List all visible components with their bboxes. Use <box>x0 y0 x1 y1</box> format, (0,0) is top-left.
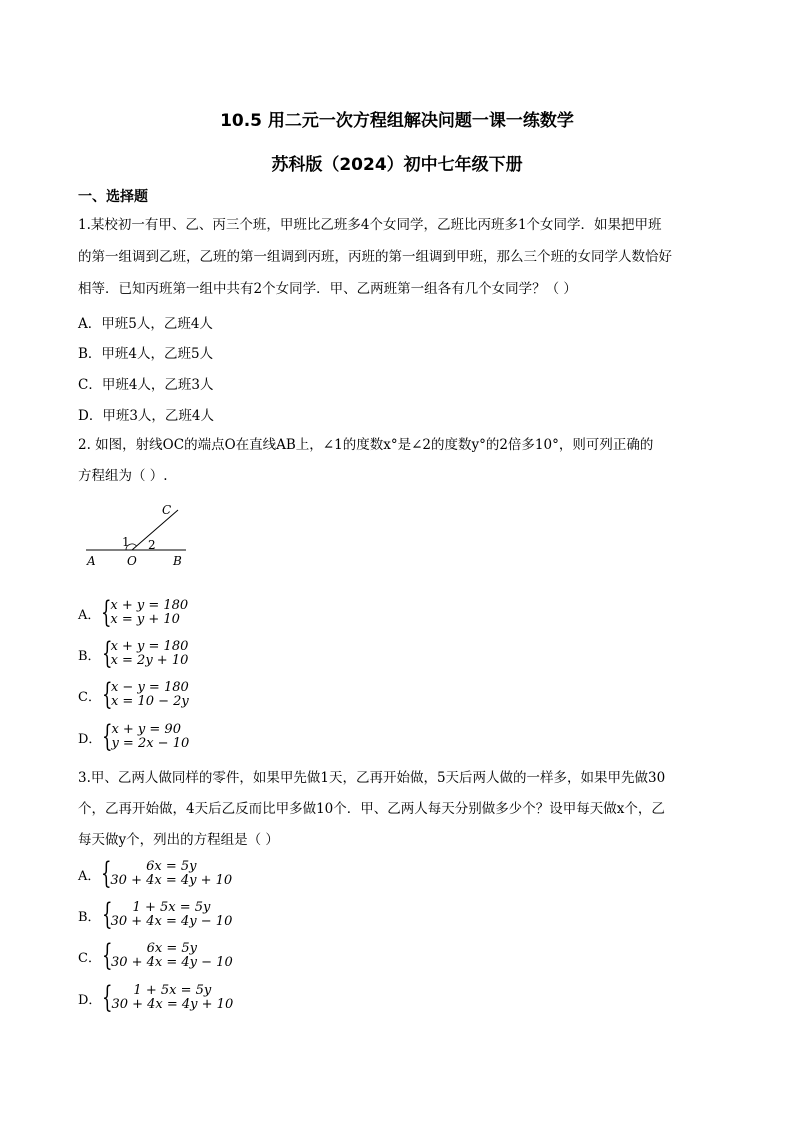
equation-system <box>111 942 233 970</box>
label-o: O <box>127 554 137 568</box>
brace-icon: { <box>102 719 113 754</box>
equation-1: 1 + 5x = 5y <box>133 983 212 998</box>
q3-option-c <box>78 938 233 973</box>
label-c: C <box>162 503 172 517</box>
option-label: D． <box>78 992 102 1008</box>
q1-option-d: D．甲班3人，乙班4人 <box>78 408 215 424</box>
q2-line-1: 2. 如图，射线OC的端点O在直线AB上，∠1的度数x°是∠2的度数y°的2倍多10°，则可列正确的 <box>78 437 654 453</box>
equation-system <box>111 681 189 709</box>
angle-figure <box>84 502 194 570</box>
brace-icon: { <box>101 938 113 973</box>
option-label: A． <box>78 607 101 623</box>
equation-1: 1 + 5x = 5y <box>132 900 211 915</box>
q1-line-3: 相等．已知丙班第一组中共有2个女同学．甲、乙两班第一组各有几个女同学？（ ） <box>78 281 577 297</box>
q3-option-a <box>78 856 233 891</box>
equation-system <box>110 599 188 627</box>
q3-line-2: 个，乙再开始做，4天后乙反而比甲多做10个．甲、乙两人每天分别做多少个？设甲每天做x个，乙 <box>78 801 665 817</box>
option-label: C． <box>78 950 101 966</box>
brace-icon: { <box>101 636 113 671</box>
equation-2: x = y + 10 <box>110 612 180 627</box>
label-1: 1 <box>122 535 130 549</box>
q2-option-a <box>78 595 189 630</box>
brace-icon: { <box>101 856 112 891</box>
equation-system <box>111 984 233 1012</box>
brace-icon: { <box>101 897 113 932</box>
q3-line-3: 每天做y个，列出的方程组是（ ） <box>78 832 279 848</box>
q1-option-c: C．甲班4人，乙班3人 <box>78 377 214 393</box>
brace-icon: { <box>101 677 113 712</box>
equation-system <box>110 860 232 888</box>
q3-line-1: 3.甲、乙两人做同样的零件，如果甲先做1天，乙再开始做，5天后两人做的一样多，如果甲先做30 <box>78 770 666 786</box>
q1-option-a: A．甲班5人，乙班4人 <box>78 316 213 332</box>
label-2: 2 <box>148 538 156 552</box>
equation-system <box>111 723 189 751</box>
q3-option-b <box>78 897 233 932</box>
document-title-line1: 10.5 用二元一次方程组解决问题一课一练数学 <box>220 111 574 131</box>
equation-1: 6x = 5y <box>146 859 197 874</box>
label-a: A <box>87 554 96 568</box>
equation-1: x + y = 90 <box>111 722 181 737</box>
equation-system <box>111 901 233 929</box>
equation-1: x + y = 180 <box>110 639 189 654</box>
equation-2: 30 + 4x = 4y − 10 <box>110 955 233 970</box>
brace-icon: { <box>101 595 112 630</box>
option-label: B． <box>78 909 101 925</box>
equation-1: 6x = 5y <box>146 941 198 956</box>
q1-option-b: B．甲班4人，乙班5人 <box>78 346 214 362</box>
equation-2: x = 10 − 2y <box>110 694 189 709</box>
q2-line-2: 方程组为（ ）. <box>78 468 168 484</box>
option-label: D． <box>78 731 102 747</box>
q2-option-b <box>78 636 189 671</box>
equation-system <box>111 640 189 668</box>
q1-line-1: 1.某校初一有甲、乙、丙三个班，甲班比乙班多4个女同学，乙班比丙班多1个女同学．如果把甲班 <box>78 217 662 233</box>
q1-line-2: 的第一组调到乙班，乙班的第一组调到丙班，丙班的第一组调到甲班，那么三个班的女同学人数恰好 <box>78 249 672 265</box>
document-title-line2: 苏科版（2024）初中七年级下册 <box>271 155 523 175</box>
q2-option-d <box>78 719 190 754</box>
equation-2: x = 2y + 10 <box>110 653 189 668</box>
option-label: C． <box>78 689 101 705</box>
option-label: A． <box>78 868 101 884</box>
equation-1: x − y = 180 <box>110 680 189 695</box>
label-b: B <box>173 554 182 568</box>
equation-2: 30 + 4x = 4y − 10 <box>110 914 233 929</box>
section-heading: 一、选择题 <box>78 189 148 205</box>
q3-option-d <box>78 980 234 1015</box>
equation-2: y = 2x − 10 <box>111 736 190 751</box>
equation-1: x + y = 180 <box>110 598 189 613</box>
q2-option-c <box>78 677 189 712</box>
equation-2: 30 + 4x = 4y + 10 <box>111 997 234 1012</box>
brace-icon: { <box>102 980 113 1015</box>
equation-2: 30 + 4x = 4y + 10 <box>110 873 233 888</box>
option-label: B． <box>78 648 101 664</box>
